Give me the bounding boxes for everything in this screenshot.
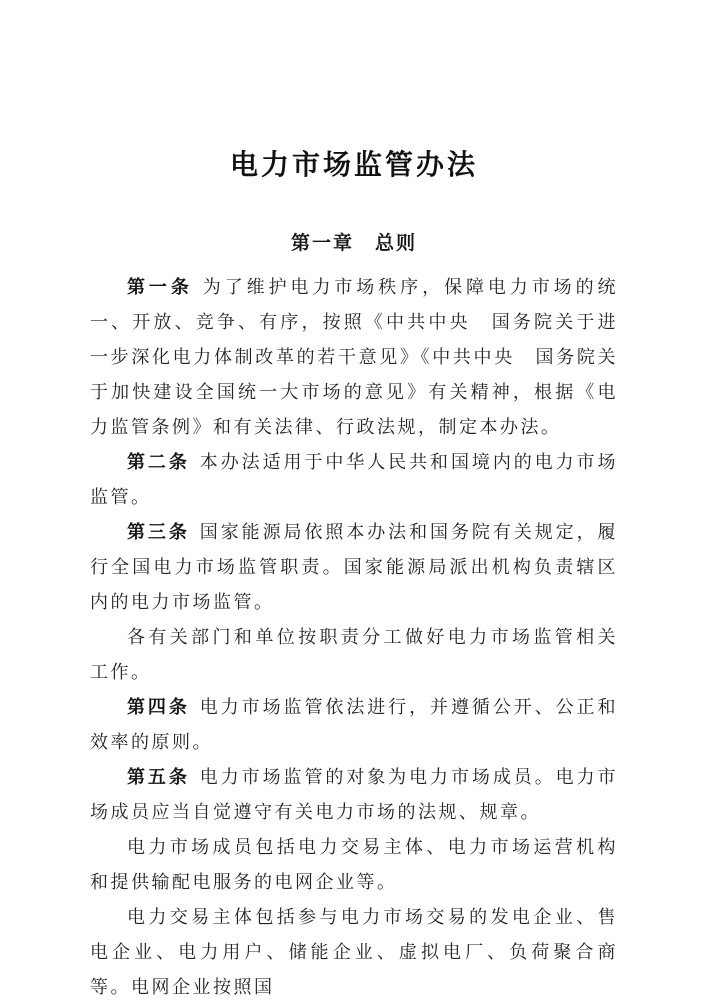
article-number-label: 第五条 [127,767,190,787]
paragraph-article-1 [90,270,618,445]
paragraph-article-3 [90,515,618,620]
article-text: 本办法适用于中华人民共和国境内的电力市场监管。 [90,452,618,507]
paragraph-article-2 [90,445,618,515]
paragraph [90,620,618,690]
article-number-label: 第二条 [127,452,190,472]
paragraph [90,900,618,1000]
chapter-heading: 第一章 总则 [290,233,417,254]
document-body [90,270,618,1000]
article-text: 电力市场监管依法进行，并遵循公开、公正和效率的原则。 [90,697,618,752]
article-number-label: 第三条 [127,522,190,542]
article-text: 为了维护电力市场秩序，保障电力市场的统一、开放、竞争、有序，按照《中共中央 国务院关于进一步深化电力体制改革的若干意见》《中共中央 国务院关于加快建设全国统一大市场的意见》有关精神，根据《电力监管条例》和有关法律、行政法规，制定本办法。 [90,277,619,437]
article-text: 国家能源局依照本办法和国务院有关规定，履行全国电力市场监管职责。国家能源局派出机构负责辖区内的电力市场监管。 [90,522,618,612]
document-title: 电力市场监管办法 [229,150,478,181]
paragraph-article-4 [90,690,618,760]
article-text: 各有关部门和单位按职责分工做好电力市场监管相关工作。 [90,627,618,682]
article-text: 电力市场成员包括电力交易主体、电力市场运营机构和提供输配电服务的电网企业等。 [90,837,618,892]
article-text: 电力交易主体包括参与电力市场交易的发电企业、售电企业、电力用户、储能企业、虚拟电厂、负荷聚合商等。电网企业按照国 [90,907,618,997]
paragraph-article-5 [90,760,618,830]
article-number-label: 第一条 [127,277,193,297]
article-number-label: 第四条 [127,697,190,717]
paragraph [90,830,618,900]
article-text: 电力市场监管的对象为电力市场成员。电力市场成员应当自觉遵守有关电力市场的法规、规章。 [90,767,618,822]
